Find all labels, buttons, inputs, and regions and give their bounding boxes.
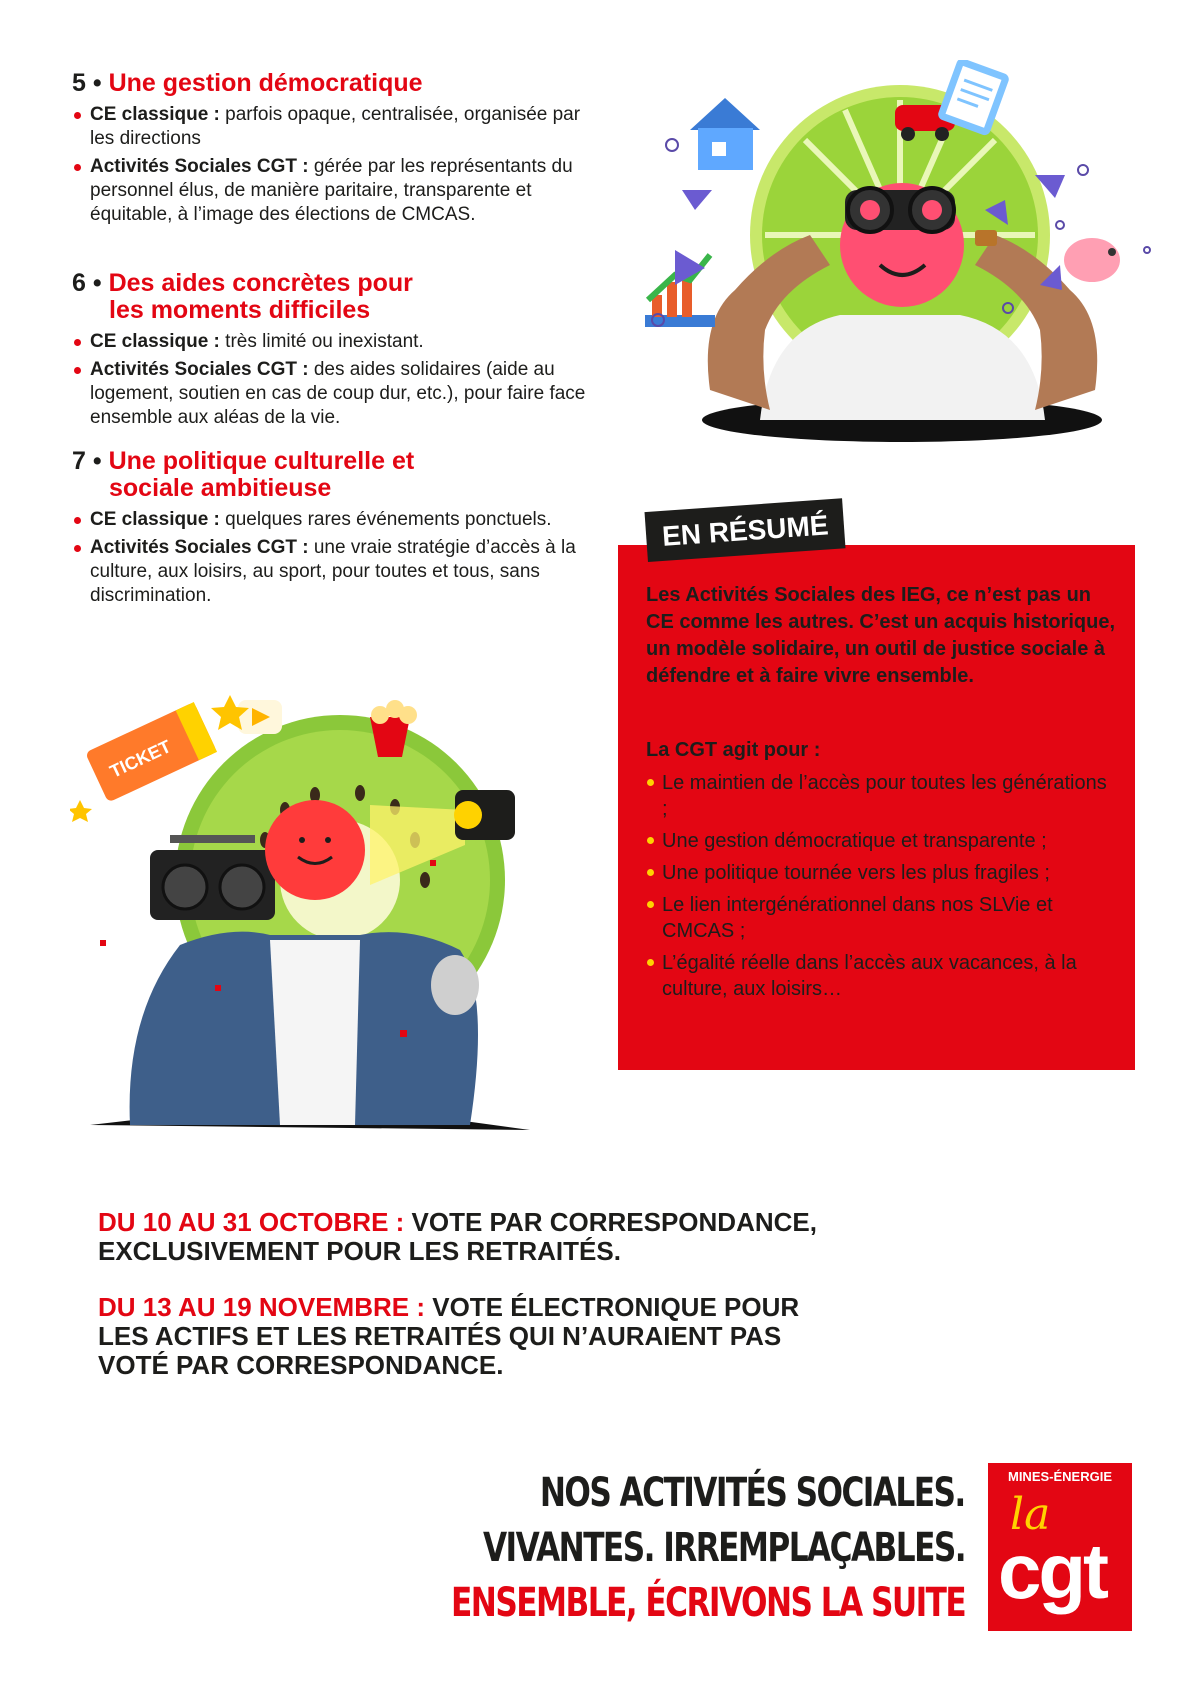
star-icon [70, 800, 92, 822]
ticket-label: TICKET [106, 736, 175, 782]
binoculars-illustration [640, 60, 1160, 450]
smiley-head-icon [265, 800, 365, 900]
list-item: Le maintien de l’accès pour toutes les générations ; [646, 770, 1116, 822]
list-item: Le lien intergénérationnel dans nos SLVie et CMCAS ; [646, 892, 1116, 944]
eye [325, 837, 331, 843]
section-7-title: 7 • Une politique culturelle et sociale ambitieuse [72, 447, 415, 502]
resume-tab: EN RÉSUMÉ [645, 498, 846, 562]
section-5-title: 5 • Une gestion démocratique [72, 69, 423, 97]
section-7 [72, 448, 592, 612]
list-item: Une gestion démocratique et transparente ; [646, 828, 1116, 854]
section-5 [72, 70, 592, 231]
section-6-title: 6 • Des aides concrètes pour les moments difficiles [72, 269, 413, 324]
house-icon [690, 98, 760, 170]
spotlight-icon [454, 790, 515, 840]
statue-head-icon [431, 955, 479, 1015]
section-6 [72, 270, 592, 434]
binoculars-icon [845, 188, 955, 232]
list-item: Une politique tournée vers les plus fragiles ; [646, 860, 1116, 886]
slogan-line-1: NOS ACTIVITÉS SOCIALES. [540, 1470, 965, 1516]
cgt-logo [988, 1463, 1132, 1631]
slogan-line-3: ENSEMBLE, ÉCRIVONS LA SUITE [450, 1580, 965, 1626]
person-tshirt [270, 940, 360, 1125]
section-5-list [72, 103, 592, 227]
date-electronique: DU 13 AU 19 NOVEMBRE : VOTE ÉLECTRONIQUE POUR LES ACTIFS ET LES RETRAITÉS QUI N’AURAIENT PAS VOTÉ PAR CORRESPONDANCE. [98, 1292, 800, 1380]
list-item: CE classique : très limité ou inexistant. [72, 330, 592, 354]
eye [299, 837, 305, 843]
list-item: Activités Sociales CGT : des aides solidaires (aide au logement, soutien en cas de coup dur, etc.), pour faire face ensemble aux aléas de la vie. [72, 358, 592, 430]
date-correspondance: DU 10 AU 31 OCTOBRE : VOTE PAR CORRESPONDANCE, EXCLUSIVEMENT POUR LES RETRAITÉS. [98, 1207, 817, 1266]
resume-agit-heading: La CGT agit pour : [646, 739, 821, 761]
list-item: L’égalité réelle dans l’accès aux vacances, à la culture, aux loisirs… [646, 950, 1116, 1002]
piggy-bank-icon [1064, 238, 1120, 282]
section-6-list [72, 330, 592, 430]
section-7-list [72, 508, 592, 608]
play-button-icon [238, 700, 282, 734]
watch-icon [975, 230, 997, 246]
resume-list [646, 770, 1116, 1008]
logo-cgt: cgt [998, 1527, 1106, 1615]
list-item: CE classique : quelques rares événements ponctuels. [72, 508, 592, 532]
list-item: CE classique : parfois opaque, centralisée, organisée par les directions [72, 103, 592, 151]
kiwi-illustration [70, 695, 590, 1135]
ticket-icon [85, 702, 217, 803]
logo-la: la [1010, 1489, 1051, 1540]
logo-mines-energie: MINES-ÉNERGIE [1007, 1469, 1112, 1484]
list-item: Activités Sociales CGT : une vraie stratégie d’accès à la culture, aux loisirs, au sport, pour toutes et tous, sans discrimination. [72, 536, 592, 608]
slogan-line-2: VIVANTES. IRREMPLAÇABLES. [482, 1525, 965, 1571]
resume-intro: Les Activités Sociales des IEG, ce n’est pas un CE comme les autres. C’est un acquis historique, un modèle solidaire, un outil de justice sociale à défendre et à faire vivre ensemble. [646, 584, 1116, 687]
list-item: Activités Sociales CGT : gérée par les représentants du personnel élus, de manière paritaire, transparente et équitable, à l’image des élections de CMCAS. [72, 155, 592, 227]
